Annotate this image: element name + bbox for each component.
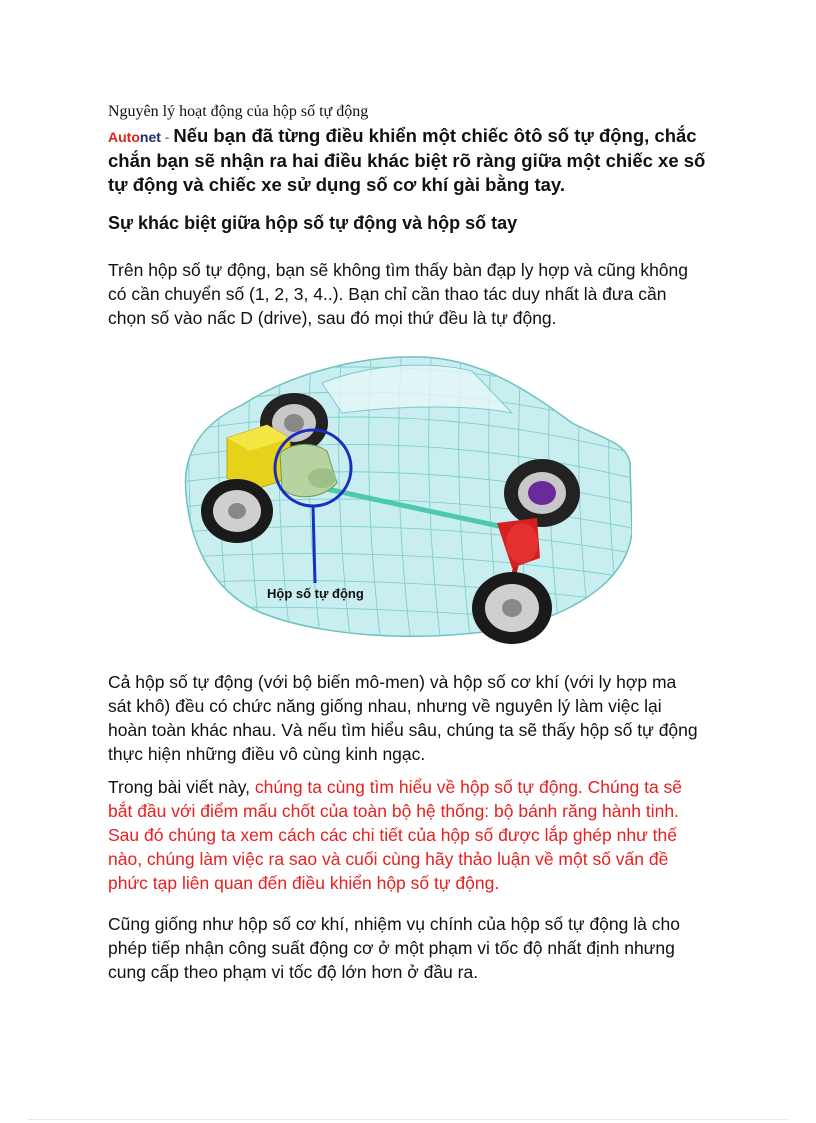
paragraph-3-highlight: chúng ta cùng tìm hiểu về hộp số tự động. Chúng ta sẽ bắt đầu với điểm mấu chốt của toàn bộ hệ thống: bộ bánh răng hành tinh. Sau đó chúng ta xem cách các chi tiết của hộp số được lắp ghép như thế nào, chúng làm việc ra sao và cuối cùng hãy thảo luận về một số vấn đề phức tạp liên quan đến điều khiển hộp số tự động. xyxy=(108,777,683,893)
car-diagram-figure xyxy=(172,343,632,653)
article-title: Nguyên lý hoạt động của hộp số tự động xyxy=(108,103,369,120)
gearbox-pointer-line xyxy=(313,506,315,583)
autonet-logo xyxy=(108,129,173,145)
lead-paragraph xyxy=(108,124,708,197)
car-diagram xyxy=(172,343,632,653)
page-bottom-divider xyxy=(28,1119,788,1120)
lead-text: Nếu bạn đã từng điều khiển một chiếc ôtô số tự động, chắc chắn bạn sẽ nhận ra hai điều khác biệt rõ ràng giữa một chiếc xe số tự động và chiếc xe sử dụng số cơ khí gài bằng tay. xyxy=(108,125,706,195)
brand-auto: Auto xyxy=(108,129,140,145)
paragraph-2: Cả hộp số tự động (với bộ biến mô-men) và hộp số cơ khí (với ly hợp ma sát khô) đều có chức năng giống nhau, nhưng về nguyên lý làm việc lại hoàn toàn khác nhau. Và nếu tìm hiểu sâu, chúng ta sẽ thấy hộp số tự động thực hiện những điều vô cùng kinh ngạc. xyxy=(108,672,698,764)
brand-dash: - xyxy=(160,129,174,145)
paragraph-3 xyxy=(108,775,698,895)
paragraph-1: Trên hộp số tự động, bạn sẽ không tìm thấy bàn đạp ly hợp và cũng không có cần chuyển số (1, 2, 3, 4..). Bạn chỉ cần thao tác duy nhất là đưa cần chọn số vào nấc D (drive), sau đó mọi thứ đều là tự động. xyxy=(108,260,689,328)
wheel-rear-top xyxy=(504,459,580,527)
paragraph-3-intro: Trong bài viết này, xyxy=(108,777,255,797)
wheel-front-bottom xyxy=(201,479,273,543)
brand-net: net xyxy=(139,129,161,145)
paragraph-4: Cũng giống như hộp số cơ khí, nhiệm vụ chính của hộp số tự động là cho phép tiếp nhận công suất động cơ ở một phạm vi tốc độ nhất định nhưng cung cấp theo phạm vi tốc độ lớn hơn ở đầu ra. xyxy=(108,914,680,982)
section-heading: Sự khác biệt giữa hộp số tự động và hộp số tay xyxy=(108,213,518,233)
wheel-rear-bottom xyxy=(472,572,552,644)
figure-label: Hộp số tự động xyxy=(267,586,364,601)
